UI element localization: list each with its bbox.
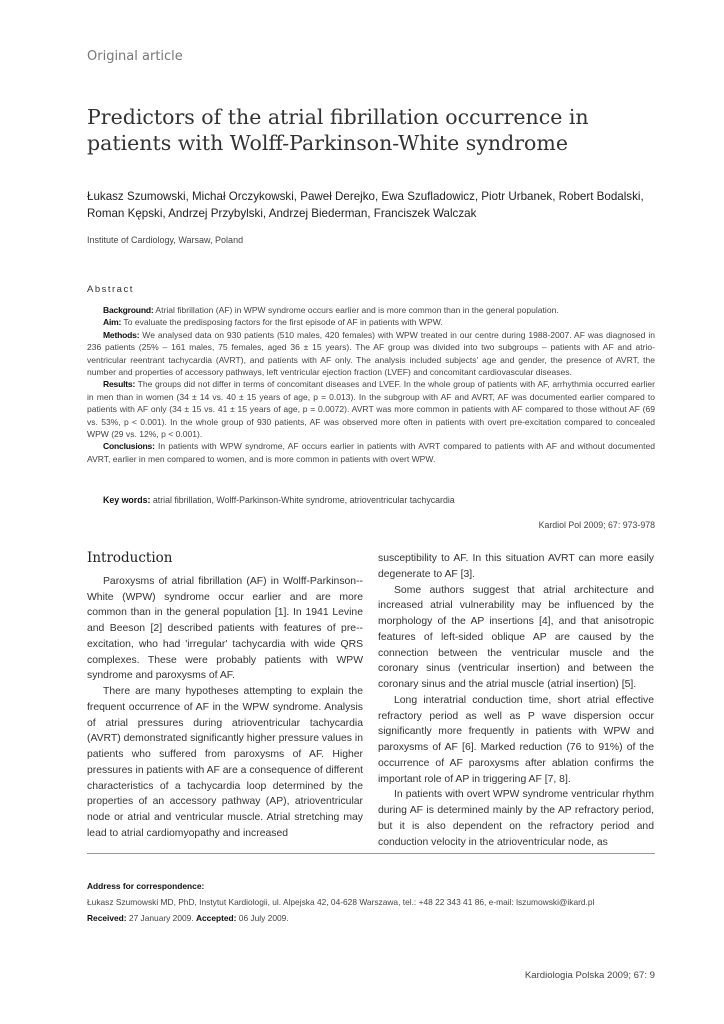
abstract-heading: Abstract [87, 284, 134, 295]
body-paragraph: In patients with overt WPW syndrome ventricular rhythm during AF is determined mainly by the AP refractory period, but it is also dependent on the refractory period and conduction velocity in the atrioventricular node, as [378, 789, 654, 848]
affiliation: Institute of Cardiology, Warsaw, Poland [87, 235, 244, 245]
abstract-body [87, 304, 655, 465]
aim-text: To evaluate the predisposing factors for the first episode of AF in patients with WPW. [121, 317, 443, 328]
methods-text: We analysed data on 930 patients (510 males, 420 females) with WPW treated in our centre during 1988-2007. AF was diagnosed in 236 patients (25% – 161 males, 75 females, aged 36 ± 15 years). The AF group was divided into two subgroups – patients with AF and atrio-ventricular reentrant tachycardia (AVRT), and patients with AF only. The analysis included subjects' age and gender, the presence of AVRT, the number and properties of accessory pathways, left ventricular ejection fraction (LVEF) and concomitant cardiovascular diseases. [87, 329, 655, 378]
body-paragraph: Some authors suggest that atrial architecture and increased atrial vulnerability may be influenced by the morphology of the AP insertions [4], and that anisotropic features of left-sided oblique AP are caused by the connection between the ventricular muscle and the coronary sinus (ventricular insertion) and between the coronary sinus and the atrial muscle (atrial insertion) [5]. [378, 584, 654, 690]
conclusions-label: Conclusions: [103, 441, 155, 452]
body-paragraph: Paroxysms of atrial fibrillation (AF) in Wolff-Parkinson--White (WPW) syndrome occur earlier and are more common than in the general population [1]. In 1941 Levine and Beeson [2] described patients with features of pre--excitation, who had 'irregular' tachycardia with wide QRS complexes. These were probably patients with WPW syndrome and paroxysms of AF. [87, 575, 363, 682]
methods-label: Methods: [103, 329, 140, 340]
results-text: The groups did not differ in terms of concomitant diseases and LVEF. In the whole group of patients with AF, arrhythmia occurred earlier in men than in women (34 ± 14 vs. 40 ± 15 years of age, p = 0.013). In the subgroup with AF and AVRT, AF was documented earlier compared to patients with AF only (34 ± 15 vs. 41 ± 15 years of age, p = 0.0072). AVRT was more common in patients with AF compared to those without AF (69 vs. 53%, p < 0.001). In the whole group of 930 patients, AF was observed more often in patients with overt pre-excitation compared to concealed WPW (29 vs. 12%, p < 0.001). [87, 379, 655, 440]
correspondence-block [87, 878, 657, 926]
results-label: Results: [103, 379, 136, 390]
abstract-methods [87, 329, 655, 379]
body-column-left [87, 551, 363, 842]
accepted-label: Accepted: [195, 913, 237, 923]
body-paragraph: There are many hypotheses attempting to explain the frequent occurrence of AF in the WPW syndrome. Analysis of atrial pressures during atrioventricular tachycardia (AVRT) demonstrated significantly higher pressure values in patients who suffered from paroxysms of AF. Higher pressures in patients with AF are a consequence of different characteristics of a tachycardia loop determined by the properties of an accessory pathway (AP), atrioventricular node or atrial and ventricular muscle. Atrial stretching may lead to atrial cardiomyopathy and increased [87, 686, 363, 839]
footnote-divider [87, 853, 655, 854]
received-label: Received: [87, 913, 127, 923]
abstract-conclusions [87, 440, 655, 465]
correspondence-heading: Address for correspondence: [87, 881, 205, 891]
conclusions-text: In patients with WPW syndrome, AF occurs earlier in patients with AVRT compared to patients with AF and without documented AVRT, earlier in men compared to women, and is more common in patients with overt WPW. [87, 441, 655, 464]
abstract-background [87, 304, 655, 316]
background-text: Atrial fibrillation (AF) in WPW syndrome occurs earlier and is more common than in the general population. [153, 305, 559, 315]
received-accepted [87, 910, 657, 926]
received-date: 27 January 2009. [126, 913, 196, 923]
background-label: Background: [103, 305, 154, 315]
body-paragraph: Long interatrial conduction time, short atrial effective refractory period as well as P wave dispersion occur significantly more frequently in patients with WPW and paroxysms of AF [6]. Marked reduction (76 to 91%) of the occurrence of AF paroxysms after ablation confirms the important role of AP in triggering AF [7, 8]. [378, 694, 654, 785]
author-list: Łukasz Szumowski, Michał Orczykowski, Paweł Derejko, Ewa Szufladowicz, Piotr Urbanek, Robert Bodalski, Roman Kępski, Andrzej Przybylski, Andrzej Biederman, Franciszek Walczak [87, 190, 644, 220]
journal-citation: Kardiol Pol 2009; 67: 973-978 [538, 520, 655, 530]
body-paragraph: susceptibility to AF. In this situation AVRT can more easily degenerate to AF [3]. [378, 553, 654, 580]
accepted-date: 06 July 2009. [236, 913, 289, 923]
keywords [103, 495, 655, 505]
article-type: Original article [87, 49, 183, 64]
page-footer: Kardiologia Polska 2009; 67: 9 [524, 970, 655, 981]
aim-label: Aim: [103, 317, 122, 328]
abstract-aim [87, 316, 655, 328]
keywords-text: atrial fibrillation, Wolff-Parkinson-White syndrome, atrioventricular tachycardia [150, 495, 455, 505]
abstract-results [87, 378, 655, 440]
article-title: Predictors of the atrial fibrillation occurrence in patients with Wolff-Parkinson-White syndrome [87, 105, 589, 155]
correspondence-address: Łukasz Szumowski MD, PhD, Instytut Kardiologii, ul. Alpejska 42, 04-628 Warszawa, tel.: +48 22 343 41 86, e-mail: lszumowski@ikard.pl [87, 897, 595, 907]
section-title: Introduction [87, 550, 173, 566]
body-column-right [378, 551, 654, 850]
keywords-label: Key words: [103, 495, 151, 505]
